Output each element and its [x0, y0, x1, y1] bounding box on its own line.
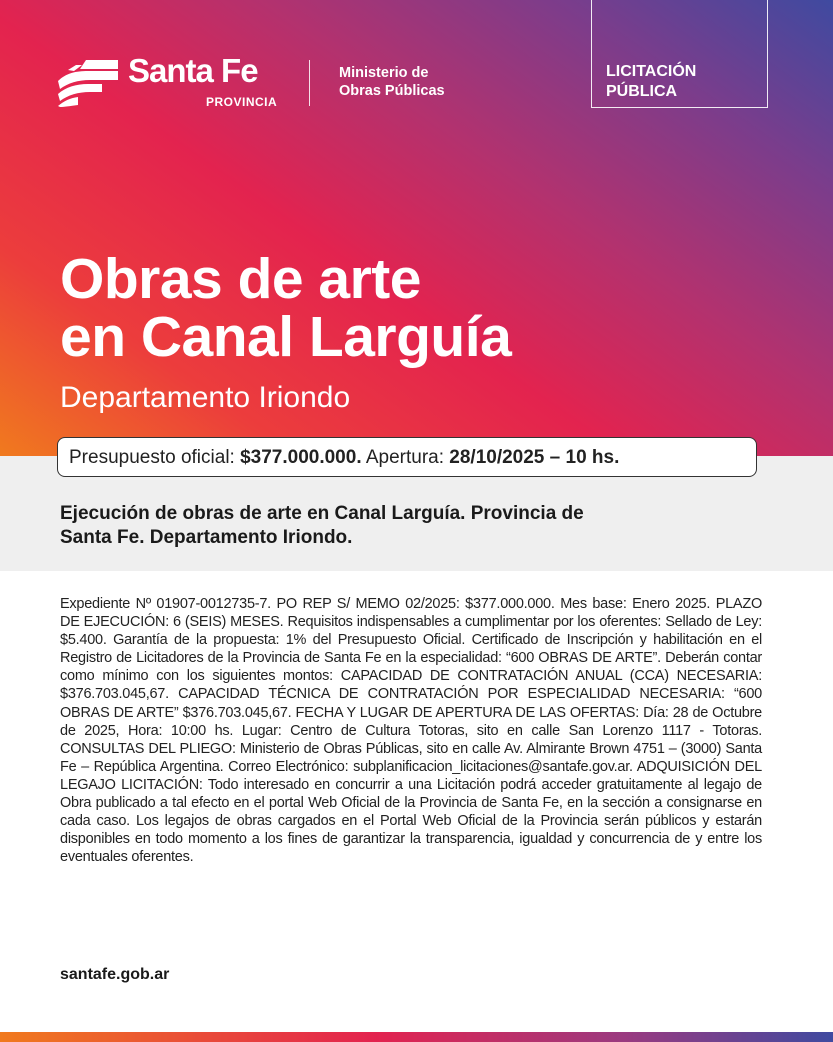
brand-subtitle: PROVINCIA [206, 95, 278, 109]
licitacion-tag [591, 0, 768, 108]
page-title [60, 247, 512, 369]
ministry-line-1: Ministerio de [339, 65, 429, 81]
brand-divider [309, 60, 310, 106]
website-link[interactable]: santafe.gob.ar [60, 966, 170, 983]
santa-fe-logo-icon [58, 57, 118, 107]
budget-amount: $377.000.000. [240, 447, 362, 468]
apertura-value: 28/10/2025 – 10 hs. [449, 447, 620, 468]
apertura-label: Apertura: [361, 447, 450, 468]
budget-box [57, 437, 757, 477]
title-line-2: en Canal Larguía [60, 305, 512, 369]
brand-name: Santa Fe [128, 52, 258, 89]
summary-line-1: Ejecución de obras de arte en Canal Larguía. Provincia de [60, 503, 584, 524]
hero-banner [0, 0, 833, 456]
budget-label: Presupuesto oficial: [69, 447, 241, 468]
licitacion-tag-text [606, 62, 696, 102]
tag-line-1: LICITACIÓN [606, 63, 697, 80]
tag-line-2: PÚBLICA [606, 83, 678, 100]
title-line-1: Obras de arte [60, 247, 421, 311]
page-subtitle: Departamento Iriondo [60, 381, 351, 414]
summary-heading [60, 502, 700, 550]
ministry-line-2: Obras Públicas [339, 83, 445, 99]
summary-line-2: Santa Fe. Departamento Iriondo. [60, 527, 353, 548]
ministry-name [339, 64, 445, 100]
body-text: Expediente Nº 01907-0012735-7. PO REP S/ MEMO 02/2025: $377.000.000. Mes base: Enero 2025. PLAZO DE EJECUCIÓN: 6 (SEIS) MESES. Requisitos indispensables a cumplimentar por los oferentes: Sellado de Ley: $5.400. Garantía de la propuesta: 1% del Presupuesto Oficial. Certificado de Inscripción y habilitación en el Registro de Licitadores de la Provincia de Santa Fe en la especialidad: “600 OBRAS DE ARTE”. Deberán contar como mínimo con los siguientes montos: CAPACIDAD DE CONTRATACIÓN ANUAL (CCA) NECESARIA: $376.703.045,67. CAPACIDAD TÉCNICA DE CONTRATACIÓN POR ESPECIALIDAD NECESARIA: “600 OBRAS DE ARTE” $376.703.045,67. FECHA Y LUGAR DE APERTURA DE LAS OFERTAS: Día: 28 de Octubre de 2025, Hora: 10:00 hs. Lugar: Centro de Cultura Totoras, sito en calle San Lorenzo 1117 - Totoras. CONSULTAS DEL PLIEGO: Ministerio de Obras Públicas, sito en calle Av. Almirante Brown 4751 – (3000) Santa Fe – República Argentina. Correo Electrónico: subplanificacion_licitaciones@santafe.gov.ar. ADQUISICIÓN DEL LEGAJO LICITACIÓN: Todo interesado en concurrir a una Licitación podrá acceder gratuitamente al legajo de Obra publicado a tal efecto en el portal Web Oficial de la Provincia de Santa Fe, en la sección a consignarse en cada caso. Los legajos de obras cargados en el Portal Web Oficial de la Provincia serán públicos y estarán disponibles en todo momento a los fines de garantizar la transparencia, igualdad y concurrencia de y entre los eventuales oferentes. [60, 596, 762, 866]
bottom-gradient-bar [0, 1032, 833, 1042]
